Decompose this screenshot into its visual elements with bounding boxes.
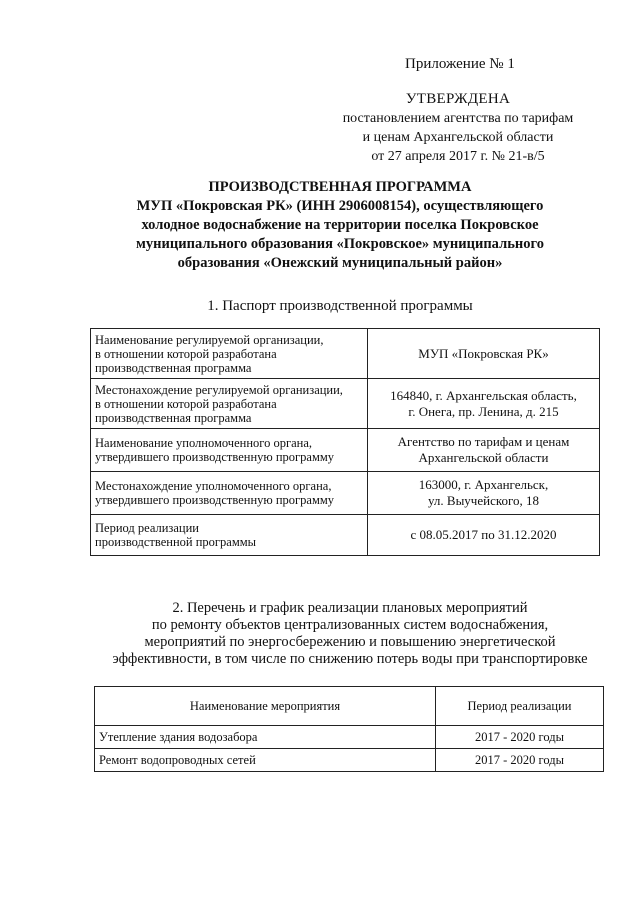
measures-table xyxy=(94,686,604,772)
label-line: Период реализации xyxy=(95,521,199,535)
program-title-line: образования «Онежский муниципальный район» xyxy=(177,255,503,271)
table-row xyxy=(95,726,604,749)
column-header-period: Период реализации xyxy=(436,687,604,726)
label-line: Местонахождение уполномоченного органа, xyxy=(95,479,332,493)
table-row xyxy=(91,329,600,379)
section2-title-line: по ремонту объектов централизованных систем водоснабжения, xyxy=(151,617,549,633)
passport-label xyxy=(91,515,368,556)
label-line: в отношении которой разработана xyxy=(95,396,277,411)
appendix-label: Приложение № 1 xyxy=(405,56,515,72)
label-line: Местонахождение регулируемой организации, xyxy=(95,382,343,397)
approval-title: УТВЕРЖДЕНА xyxy=(405,91,511,107)
measure-name: Утепление здания водозабора xyxy=(95,726,436,749)
approval-line: постановлением агентства по тарифам xyxy=(342,111,574,126)
program-title-line: муниципального образования «Покровское» муниципального xyxy=(136,236,544,252)
value-line: с 08.05.2017 по 31.12.2020 xyxy=(410,527,557,542)
passport-table xyxy=(90,328,600,556)
label-line: производственная программа xyxy=(95,410,252,425)
value-line: г. Онега, пр. Ленина, д. 215 xyxy=(408,403,559,419)
table-row xyxy=(91,429,600,472)
passport-value xyxy=(368,515,600,556)
program-title-line: ПРОИЗВОДСТВЕННАЯ ПРОГРАММА xyxy=(208,179,472,195)
table-row xyxy=(95,749,604,772)
approval-block xyxy=(320,90,596,166)
passport-label xyxy=(91,329,368,379)
passport-value xyxy=(368,472,600,515)
passport-label xyxy=(91,379,368,429)
section2-title-line: 2. Перечень и график реализации плановых мероприятий xyxy=(172,600,528,616)
measure-period: 2017 - 2020 годы xyxy=(436,749,604,772)
passport-value xyxy=(368,329,600,379)
label-line: производственной программы xyxy=(95,535,257,549)
section2-title-line: эффективности, в том числе по снижению потерь воды при транспортировке xyxy=(112,651,588,667)
passport-value xyxy=(368,429,600,472)
section2-title-line: мероприятий по энергосбережению и повышению энергетической xyxy=(144,634,556,650)
passport-label xyxy=(91,429,368,472)
label-line: Наименование уполномоченного органа, xyxy=(95,436,312,450)
measure-name: Ремонт водопроводных сетей xyxy=(95,749,436,772)
passport-value xyxy=(368,379,600,429)
label-line: производственная программа xyxy=(95,360,252,375)
program-title xyxy=(60,178,620,273)
value-line: ул. Выучейского, 18 xyxy=(427,493,540,508)
label-line: в отношении которой разработана xyxy=(95,346,277,361)
value-line: 163000, г. Архангельск, xyxy=(418,477,549,492)
value-line: Агентство по тарифам и ценам xyxy=(397,434,570,449)
section1-title: 1. Паспорт производственной программы xyxy=(207,298,473,314)
label-line: утвердившего производственную программу xyxy=(95,493,335,507)
table-row xyxy=(91,379,600,429)
column-header-name: Наименование мероприятия xyxy=(95,687,436,726)
label-line: Наименование регулируемой организации, xyxy=(95,332,324,347)
measure-period: 2017 - 2020 годы xyxy=(436,726,604,749)
table-header-row xyxy=(95,687,604,726)
value-line: Архангельской области xyxy=(418,450,549,465)
table-row xyxy=(91,515,600,556)
table-row xyxy=(91,472,600,515)
program-title-line: холодное водоснабжение на территории поселка Покровское xyxy=(141,217,539,233)
approval-line: от 27 апреля 2017 г. № 21-в/5 xyxy=(371,149,545,164)
approval-line: и ценам Архангельской области xyxy=(362,130,554,145)
value-line: МУП «Покровская РК» xyxy=(418,345,549,361)
program-title-line: МУП «Покровская РК» (ИНН 2906008154), осуществляющего xyxy=(136,198,544,214)
label-line: утвердившего производственную программу xyxy=(95,450,335,464)
value-line: 164840, г. Архангельская область, xyxy=(390,387,577,403)
passport-label xyxy=(91,472,368,515)
section2-title xyxy=(80,600,620,668)
